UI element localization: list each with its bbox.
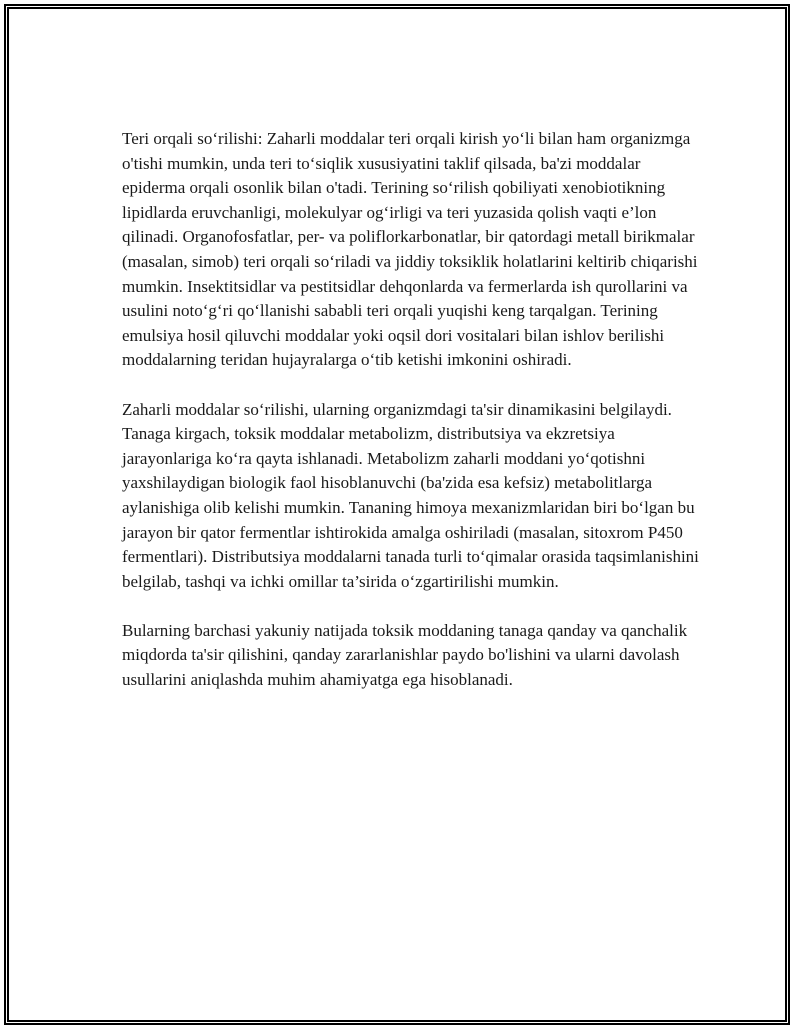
page-border bbox=[4, 4, 790, 1025]
paragraph-absorption-dynamics: Zaharli moddalar so‘rilishi, ularning organizmdagi ta'sir dinamikasini belgilaydi. Tanaga kirgach, toksik moddalar metabolizm, distributsiya va ekzretsiya jarayonlariga ko‘ra qayta ishlanadi. Metabolizm zaharli moddani yo‘qotishni yaxshilaydigan biologik faol hisoblanuvchi (ba'zida esa kefsiz) metabolitlarga aylanishiga olib kelishi mumkin. Tananing himoya mexanizmlaridan biri bo‘lgan bu jarayon bir qator fermentlar ishtirokida amalga oshiriladi (masalan, sitoxrom P450 fermentlari). Distributsiya moddalarni tanada turli to‘qimalar orasida taqsimlanishini belgilab, tashqi va ichki omillar ta’sirida o‘zgartirilishi mumkin. bbox=[122, 399, 699, 591]
paragraph-conclusion: Bularning barchasi yakuniy natijada toksik moddaning tanaga qanday va qanchalik miqdorda ta'sir qilishini, qanday zararlanishlar paydo bo'lishini va ularni davolash usullarini aniqlashda muhim ahamiyatga ega hisoblanadi. bbox=[122, 620, 688, 690]
document-body bbox=[122, 127, 700, 717]
paragraph-skin-absorption: Teri orqali so‘rilishi: Zaharli moddalar teri orqali kirish yo‘li bilan ham organizmga o'tishi mumkin, unda teri to‘siqlik xususiyatini taklif qilsada, ba'zi moddalar epiderma orqali osonlik bilan o'tadi. Terining so‘rilish qobiliyati xenobiotikning lipidlarda eruvchanligi, molekulyar og‘irligi va teri yuzasida qolish vaqti e’lon qilinadi. Organofosfatlar, per- va poliflorkarbonatlar, bir qatordagi metall birikmalar (masalan, simob) teri orqali so‘riladi va jiddiy toksiklik holatlarini keltirib chiqarishi mumkin. Insektitsidlar va pestitsidlar dehqonlarda va fermerlarda ish qurollarini va usulini noto‘g‘ri qo‘llanishi sababli teri orqali yuqishi keng tarqalgan. Terining emulsiya hosil qiluvchi moddalar yoki oqsil dori vositalari bilan ishlov berilishi moddalarning teridan hujayralarga o‘tib ketishi imkonini oshiradi. bbox=[122, 129, 698, 370]
